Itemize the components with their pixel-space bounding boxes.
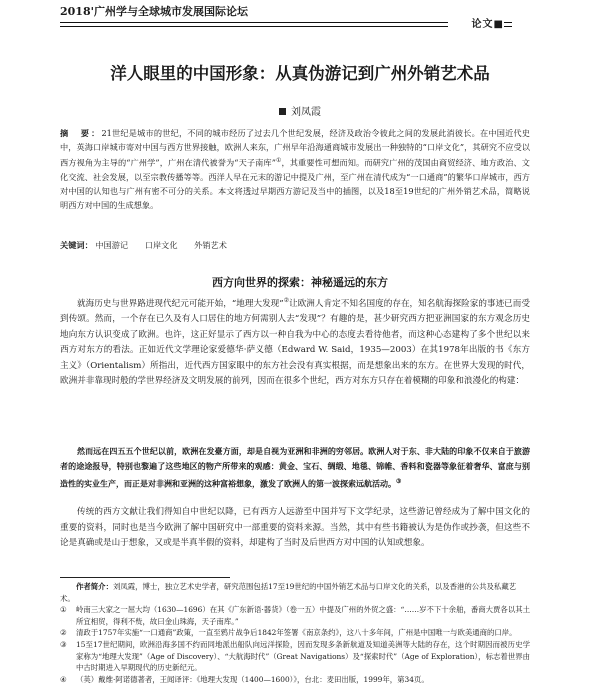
footnote bbox=[60, 604, 530, 627]
author-note bbox=[60, 581, 530, 604]
footnote-text: （英）戴维·阿诺德著者，王闻译评：《地理大发现（1400—1600）》，台北：麦田出版，1999年，第34页。 bbox=[76, 674, 429, 684]
keywords bbox=[60, 238, 530, 252]
author-line bbox=[0, 107, 600, 119]
abstract-text-1: 21世纪是城市的世纪，不同的城市经历了过去几个世纪发展，经济及政治令彼此之间的发展此消彼长。在中国近代史中，英海口岸城市寄对中国与西方世界接触，欧洲人来东，广州早年沿海通商城市发展出一种独特的“口岸文化”，其研究不应受以西方视角为主导的“广州学”，广州在清代被誉为“天子南库” bbox=[60, 128, 530, 168]
footnote bbox=[60, 674, 530, 686]
footnote-ref[interactable]: ② bbox=[283, 297, 290, 304]
keyword: 外销艺术 bbox=[194, 240, 227, 250]
footnote-number: ③ bbox=[60, 639, 67, 649]
abstract-text-2: ，其重要性可想而知。而研究广州的茂国由商贸经济、地方政治、文化交流、社会发展，以至宗教传播等等。西洋人早在元末的游记中提及广州，至广州在清代成为“一口通商”的繁华口岸城市，西方对中国的认知也与广州有密不可分的关系。本文将透过早期西方游记及当中的插图，以及18至19世纪的广州外销艺术品，简略说明西方对中国的生成想象。 bbox=[60, 157, 530, 210]
author-name: 刘凤霞 bbox=[291, 107, 321, 118]
footnote-ref[interactable]: ③ bbox=[396, 478, 402, 485]
footnotes bbox=[60, 581, 530, 685]
keyword: 口岸文化 bbox=[144, 240, 178, 250]
header-rule-thick bbox=[60, 22, 512, 23]
quote-text: 然而远在四五五个世纪以前，欧洲在发臺方面，却是自视为亚洲和非洲的穷邻居。欧洲人对于东、非大陆的印象不仅来自于旅游者的途途报导，特别也黎遍了这些地区的物产所带来的观感：黄金、宝石、绸缎、地毯、锦帷、香料和瓷器等象征着奢华、富庶与别造性的实业生产，而正是对非洲和亚洲的这种富裕想象，激发了欧洲人的第一波探索远航活动。 bbox=[60, 446, 530, 489]
footnote-text: 岭南三大家之一屈大均（1630—1696）在其《广东新语·器货》（卷一五）中提及广州的外贸之盛：“……岁不下十余舶，番商大贾各以其土所宜相贸，得利不赀，故曰金山珠海，天子南库。” bbox=[76, 605, 530, 626]
abstract-label: 摘 要： bbox=[60, 128, 102, 138]
footnote-rule bbox=[60, 577, 230, 578]
keywords-label: 关键词： bbox=[60, 240, 93, 250]
running-header: 2018'广州学与全球城市发展国际论坛 bbox=[60, 5, 248, 18]
body-text: 就海历史与世界路进现代纪元可能开始，“地理大发现” bbox=[77, 298, 284, 309]
section-tag: 论文■ bbox=[448, 18, 504, 31]
section-heading: 西方向世界的探索：神秘遥远的东方 bbox=[212, 276, 388, 289]
author-note-label: 作者简介： bbox=[76, 582, 113, 591]
footnote bbox=[60, 627, 530, 639]
body-paragraph bbox=[60, 293, 530, 390]
keyword: 中国游记 bbox=[95, 240, 129, 250]
footnote-number: ④ bbox=[60, 674, 67, 684]
block-quote bbox=[60, 444, 530, 492]
footnote-text: 15至17世纪期间，欧洲沿海多国不约而同地派出船队向远洋探险，因而发现多条新航道及知道美洲等大陆的存在，这个时期因而被历史学家称为“地理大发现”（Age of Discovery）、“大航海时代”（Great Navigations）及“探索时代”（Age of Exploration），标志着世界由中古时期进入早期现代的历史新纪元。 bbox=[76, 639, 530, 673]
header-rule-thin bbox=[60, 26, 512, 27]
footnote-text: 清政于1757年实施“一口通商”政策，一直至鸦片战争后1842年签署《南京条约》，这八十多年间，广州是中国唯一与欧美通商的口岸。 bbox=[76, 628, 517, 638]
body-text: 让欧洲人肯定不知名国度的存在，知名航海探险家的事迹已而受到传颂。然而，一个存在已久及有人口居住的地方何需别人去“发现”？有趣的是，甚少研究西方把亚洲国家的东方观念历史地向东方认识变成了欧洲。也许，这正好显示了西方以一种自我为中心的态度去看待他者，而这种心态建构了多个世纪以来西方对东方的看法。正如近代文学理论家爱德华·萨义德（Edward W. Said，1935—2003）在其1978年出版的书《东方主义》（Orientalism）所指出，近代西方国家眼中的东方社会没有真实根据，而是想象出来的东方。在世界大发现的时代，欧洲并非靠现时般的学世界经济及文明发展的前列，因而在很多个世纪，西方对东方只存在着模糊的印象和浪漫化的构建： bbox=[60, 298, 530, 387]
body-paragraph: 传统的西方文献让我们得知自中世纪以降，已有西方人远游至中国并写下文学纪录，这些游记曾经成为了解中国文化的重要的资料，同时也是当今欧洲了解中国研究中一部重要的资料来源。当然，其中有些书籍被认为是伪作或抄袭，但这些不论是真确或是山于想象，又或是半真半假的资料，却建构了当时及后世西方对中国的认知或想象。 bbox=[60, 507, 530, 548]
article-title: 洋人眼里的中国形象：从真伪游记到广州外销艺术品 bbox=[110, 64, 490, 83]
footnote-number: ① bbox=[60, 605, 67, 615]
footnote-number: ② bbox=[60, 628, 67, 638]
footnote bbox=[60, 639, 530, 674]
author-marker-icon bbox=[279, 108, 286, 115]
author-note-text: 刘凤霞，博士，独立艺术史学者，研究范围包括17至19世纪的中国外销艺术品与口岸文化的关系，以及香港的公共及私藏艺术。 bbox=[60, 582, 517, 603]
footnote-ref[interactable]: ① bbox=[275, 157, 282, 164]
abstract bbox=[60, 126, 530, 212]
